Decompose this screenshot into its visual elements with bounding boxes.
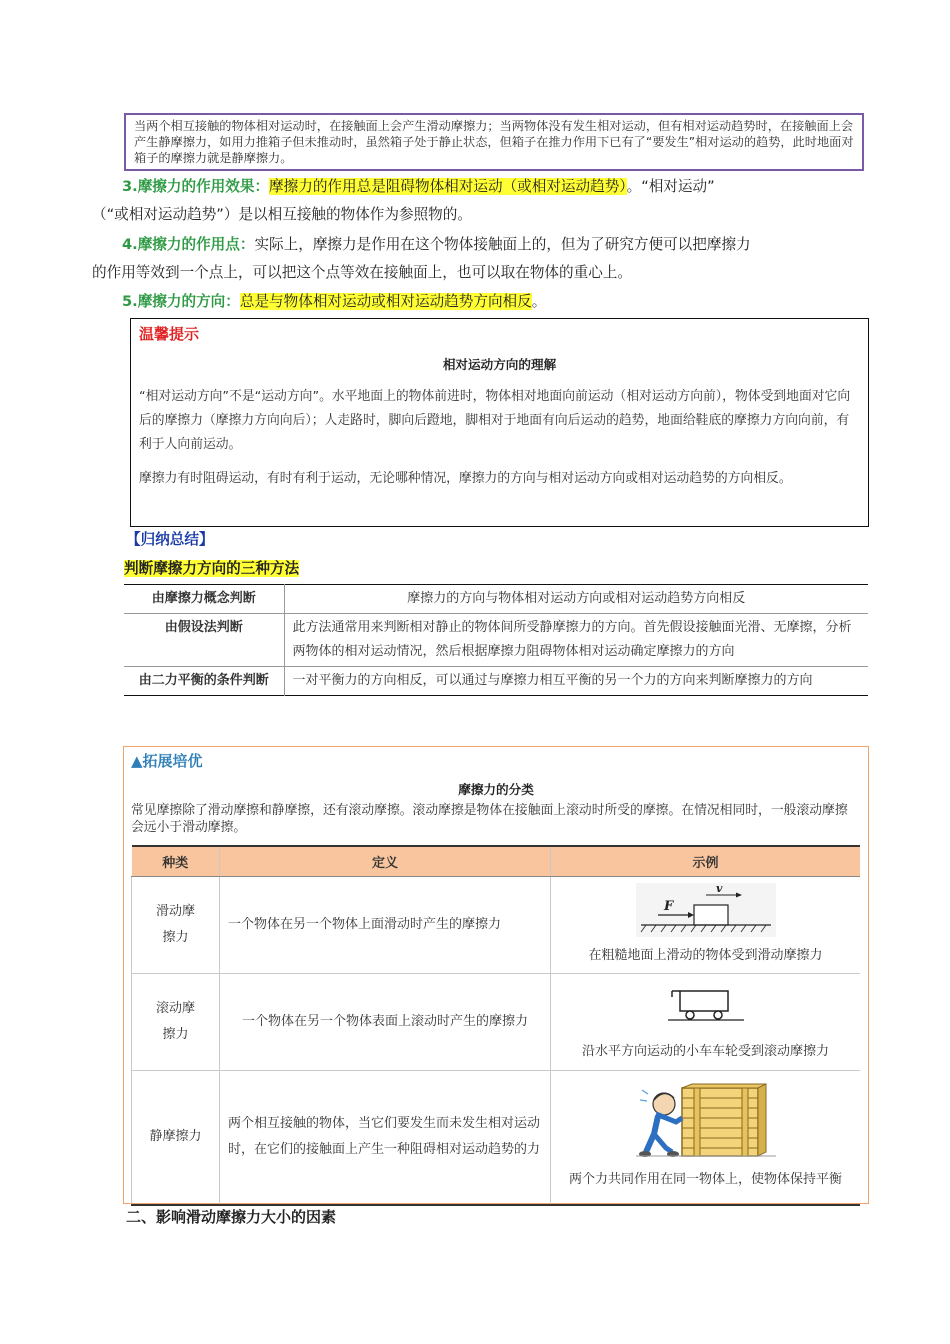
header-example: 示例: [551, 846, 861, 877]
definition-cell: 一个物体在另一个物体表面上滚动时产生的摩擦力: [220, 974, 551, 1071]
tip-paragraph-1: “相对运动方向”不是“运动方向”。水平地面上的物体前进时，物体相对地面向前运动（相对运动方向前），物体受到地面对它向后的摩擦力（摩擦力方向向后）；人走路时，脚向后蹬地，脚相对于地面有向后运动的趋势，地面给鞋底的摩擦力方向向前，有利于人向前运动。: [139, 389, 851, 452]
force-label: F: [663, 899, 673, 914]
kind-cell: 滚动摩擦力: [132, 974, 220, 1071]
kind-cell: 滑动摩擦力: [132, 877, 220, 974]
example-cell: [551, 877, 861, 974]
table-row: [124, 585, 868, 614]
definition-cell: 一个物体在另一个物体上面滑动时产生的摩擦力: [220, 877, 551, 974]
section-4-line2: [92, 261, 867, 285]
section-2-title: 二、影响滑动摩擦力大小的因素: [126, 1208, 337, 1226]
section-3-label: 3.摩擦力的作用效果：: [122, 178, 270, 195]
section-3-rest1: 。“相对运动”: [626, 178, 715, 195]
section-5-line: [122, 290, 867, 314]
extension-subtitle: 摩擦力的分类: [458, 782, 534, 797]
section-5-end: 。: [531, 293, 547, 310]
cart-figure: [666, 985, 746, 1025]
section-3-rest2: （“或相对运动趋势”）是以相互接触的物体作为参照物的。: [92, 206, 472, 223]
velocity-label: v: [715, 883, 722, 895]
example-caption: 沿水平方向运动的小车车轮受到滚动摩擦力: [581, 1044, 829, 1059]
section-5-highlight: 总是与物体相对运动或相对运动趋势方向相反: [239, 293, 532, 310]
method-name: 由摩擦力概念判断: [151, 591, 256, 606]
section-5-label: 5.摩擦力的方向：: [122, 293, 240, 310]
classification-table: [131, 845, 860, 1206]
header-kind: 种类: [132, 846, 220, 877]
definition-cell: 两个相互接触的物体，当它们要发生而未发生相对运动时，在它们的接触面上产生一种阻碍相对运动趋势的力: [220, 1071, 551, 1205]
section-4-rest1: 实际上，摩擦力是作用在这个物体接触面上的，但为了研究方便可以把摩擦力: [254, 236, 751, 253]
header-definition: 定义: [220, 846, 551, 877]
kind-cell: 静摩擦力: [132, 1071, 220, 1205]
table-row: [124, 667, 868, 696]
table-row: [132, 974, 861, 1071]
sliding-block-figure: [636, 883, 776, 937]
tip-subtitle: 相对运动方向的理解: [442, 357, 557, 372]
method-desc: 一对平衡力的方向相反，可以通过与摩擦力相互平衡的另一个力的方向来判断摩擦力的方向: [284, 667, 868, 696]
table-row: [132, 877, 861, 974]
section-3-line2: [92, 203, 867, 227]
extension-box: [123, 746, 869, 1204]
section-3-line1: [122, 175, 867, 199]
method-name: 由二力平衡的条件判断: [138, 673, 269, 688]
tip-box: [130, 318, 869, 527]
extension-title: ▲拓展培优: [131, 752, 203, 770]
table-row: [132, 1071, 861, 1205]
section-4-line1: [122, 233, 867, 257]
tip-paragraph-2: 摩擦力有时阻碍运动，有时有利于运动，无论哪种情况，摩擦力的方向与相对运动方向或相对运动趋势的方向相反。: [139, 471, 792, 486]
table-row: [124, 614, 868, 667]
intro-note-text: 当两个相互接触的物体相对运动时，在接触面上会产生滑动摩擦力；当两物体没有发生相对运动，但有相对运动趋势时，在接触面上会产生静摩擦力，如用力推箱子但未推动时，虽然箱子处于静止状态，但箱子在推力作用下已有了“要发生”相对运动的趋势，此时地面对箱子的摩擦力就是静摩擦力。: [134, 119, 854, 165]
section-3-highlight: 摩擦力的作用总是阻碍物体相对运动（或相对运动趋势）: [269, 178, 627, 195]
section-4-label: 4.摩擦力的作用点：: [122, 236, 255, 253]
example-caption: 两个力共同作用在同一物体上，使物体保持平衡: [568, 1172, 842, 1188]
example-caption: 在粗糙地面上滑动的物体受到滑动摩擦力: [588, 948, 823, 963]
summary-title: [124, 557, 299, 578]
extension-intro: 常见摩擦除了滑动摩擦和静摩擦，还有滚动摩擦。滚动摩擦是物体在接触面上滚动时所受的摩擦。在情况相同时，一般滚动摩擦会远小于滑动摩擦。: [131, 803, 848, 835]
example-cell: [551, 1071, 861, 1205]
method-desc: 摩擦力的方向与物体相对运动方向或相对运动趋势方向相反: [284, 585, 868, 614]
intro-note-box: [124, 113, 864, 171]
summary-label: 【归纳总结】: [126, 531, 214, 548]
tip-title: 温馨提示: [139, 325, 200, 343]
example-cell: [551, 974, 861, 1071]
section-4-rest2: 的作用等效到一个点上，可以把这个点等效在接触面上，也可以取在物体的重心上。: [92, 264, 632, 281]
boy-pushing-crate-figure: [636, 1082, 776, 1158]
summary-title-text: 判断摩擦力方向的三种方法: [124, 560, 300, 577]
method-table: [124, 584, 868, 696]
method-desc: 此方法通常用来判断相对静止的物体间所受静摩擦力的方向。首先假设接触面光滑、无摩擦，分析两物体的相对运动情况，然后根据摩擦力阻碍物体相对运动确定摩擦力的方向: [284, 614, 868, 667]
method-name: 由假设法判断: [164, 620, 243, 635]
table-header-row: [132, 846, 861, 877]
